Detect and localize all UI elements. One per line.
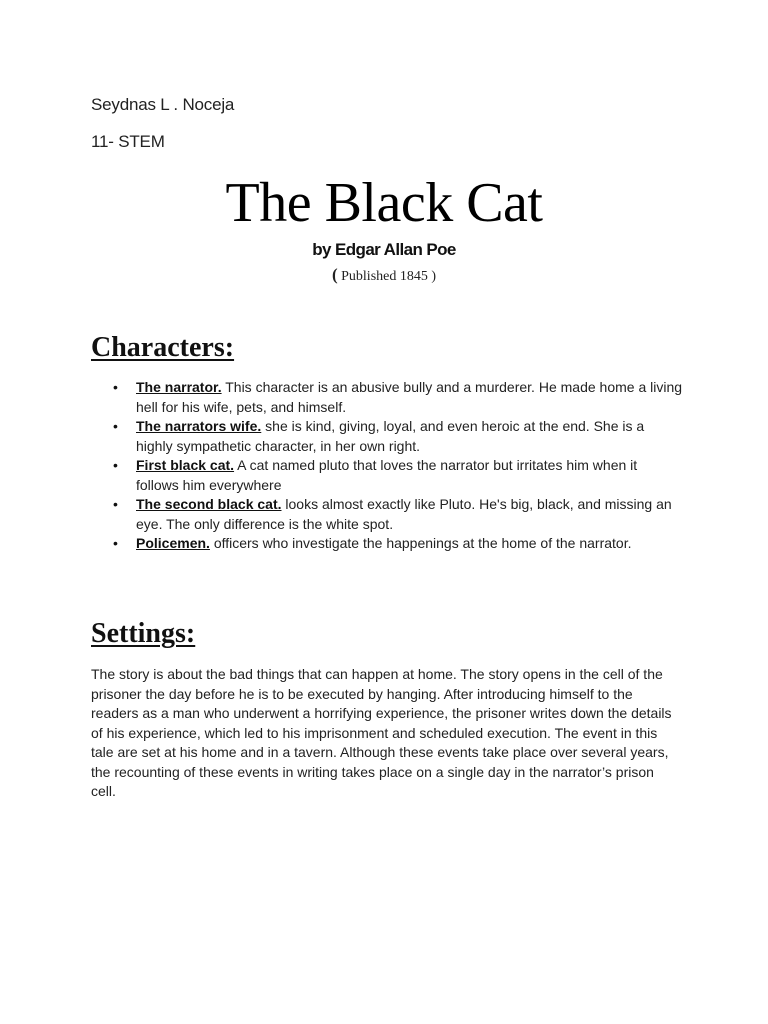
list-item (113, 534, 683, 554)
list-item (113, 495, 683, 534)
character-term: The second black cat. (136, 496, 282, 512)
characters-list (113, 378, 683, 554)
character-description: looks almost exactly like Pluto. He's big, black, and missing an eye. The only difference is the white spot. (136, 496, 672, 532)
author-class: 11- STEM (91, 132, 165, 151)
character-term: Policemen. (136, 535, 210, 551)
published-open-paren: ( (331, 265, 338, 284)
published-line (0, 265, 768, 285)
characters-heading: Characters: (91, 332, 235, 363)
character-term: The narrator. (136, 379, 222, 395)
published-close-paren: ) (431, 269, 437, 284)
bullet-icon: • (113, 418, 118, 434)
author-name: Seydnas L . Noceja (91, 95, 235, 114)
bullet-icon: • (113, 457, 118, 473)
bullet-icon: • (113, 496, 118, 512)
bullet-icon: • (113, 379, 118, 395)
character-description: This character is an abusive bully and a murderer. He made home a living hell for his wife, pets, and himself. (136, 379, 683, 415)
byline: by Edgar Allan Poe (312, 240, 456, 259)
character-description: she is kind, giving, loyal, and even heroic at the end. She is a highly sympathetic character, in her own right. (136, 418, 645, 454)
settings-heading: Settings: (91, 618, 196, 649)
published-text: Published 1845 (341, 269, 428, 284)
character-description: A cat named pluto that loves the narrator but irritates him when it follows him everywhere (136, 457, 638, 493)
settings-paragraph: The story is about the bad things that can happen at home. The story opens in the cell of the prisoner the day before he is to be executed by hanging. After introducing himself to the readers as a man who underwent a horrifying experience, the prisoner writes down the details of his experience, which led to his imprisonment and scheduled execution. The event in this tale are set at his home and in a tavern. Although these events take place over several years, the recounting of these events in writing takes place on a single day in the narrator’s prison cell. (91, 666, 672, 799)
character-term: The narrators wife. (136, 418, 262, 434)
character-term: First black cat. (136, 457, 235, 473)
bullet-icon: • (113, 535, 118, 551)
list-item (113, 417, 683, 456)
list-item (113, 456, 683, 495)
character-description: officers who investigate the happenings at the home of the narrator. (213, 535, 632, 551)
document-title: The Black Cat (225, 172, 543, 234)
list-item (113, 378, 683, 417)
